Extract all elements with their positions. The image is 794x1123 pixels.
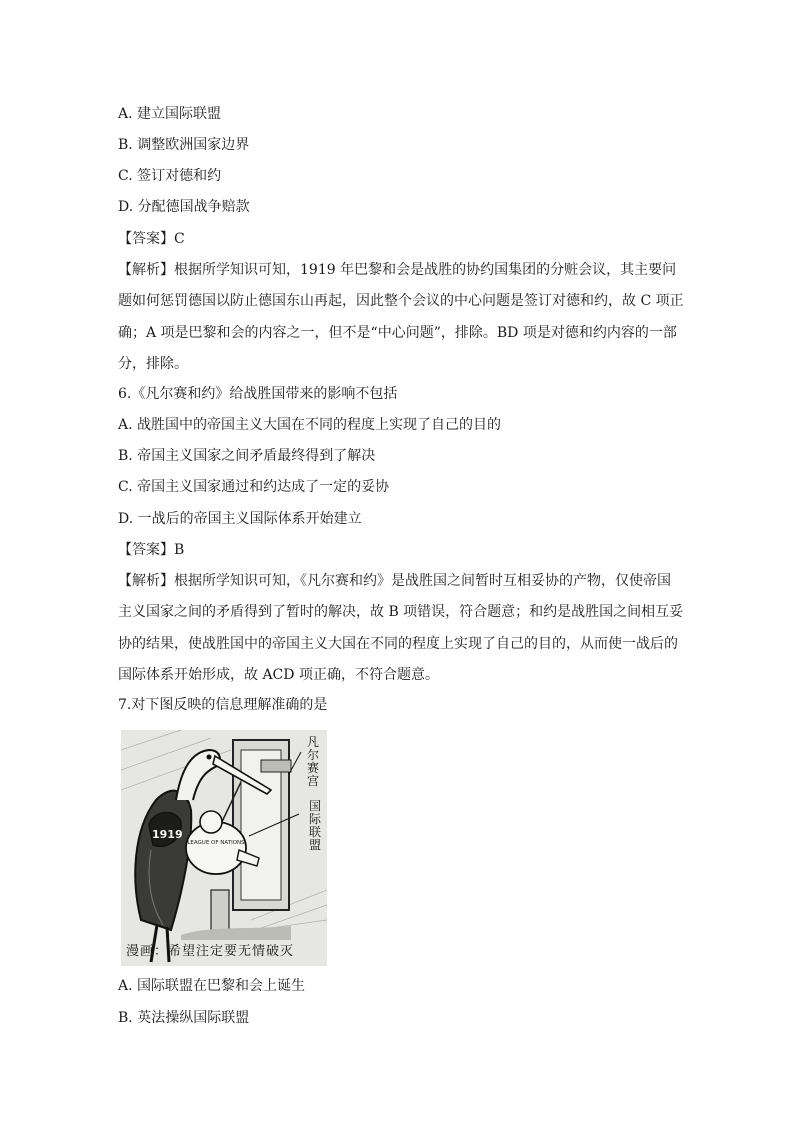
q5-analysis-line: 【解析】根据所学知识可知，1919 年巴黎和会是战胜的协约国集团的分赃会议，其主要问	[118, 262, 677, 278]
q6-option-d: D. 一战后的帝国主义国际体系开始建立	[118, 511, 362, 527]
q6-analysis-line: 主义国家之间的矛盾得到了暂时的解决，故 B 项错误，符合题意；和约是战胜国之间相互妥	[118, 604, 684, 621]
q6-analysis-line: 【解析】根据所学知识可知，《凡尔赛和约》是战胜国之间暂时互相妥协的产物，仅使帝国	[118, 573, 671, 589]
q6-analysis-line: 协的结果，使战胜国中的帝国主义大国在不同的程度上实现了自己的目的，从而使一战后的	[118, 635, 678, 652]
baby-text	[187, 840, 245, 846]
q6-stem: 6.《凡尔赛和约》给战胜国带来的影响不包括	[118, 386, 398, 402]
q7-stem: 7.对下图反映的信息理解准确的是	[118, 697, 328, 713]
q7-option-b: B. 英法操纵国际联盟	[118, 1010, 250, 1026]
q5-option-a: A. 建立国际联盟	[118, 106, 222, 122]
year-label: 1919	[152, 828, 183, 841]
q5-analysis	[118, 255, 684, 380]
q6-option-a: A. 战胜国中的帝国主义大国在不同的程度上实现了自己的目的	[118, 417, 502, 433]
label-versailles: 凡尔赛宫	[306, 735, 319, 788]
cartoon-figure	[121, 730, 327, 966]
q5-analysis-line: 题如何惩罚德国以防止德国东山再起，因此整个会议的中心问题是签订对德和约，故 C 项正	[118, 293, 684, 310]
q5-option-b: B. 调整欧洲国家边界	[118, 137, 250, 153]
q5-option-d: D. 分配德国战争赔款	[118, 199, 250, 215]
q6-analysis-line: 国际体系开始形成，故 ACD 项正确，不符合题意。	[118, 666, 439, 683]
q5-analysis-line: 分，排除。	[118, 355, 188, 372]
q6-option-b: B. 帝国主义国家之间矛盾最终得到了解决	[118, 448, 376, 464]
q6-analysis	[118, 566, 684, 691]
label-league-of-nations: 国际联盟	[308, 799, 321, 852]
baby-text-content: LEAGUE OF NATIONS	[187, 840, 245, 846]
q5-analysis-line: 确；A 项是巴黎和会的内容之一，但不是“中心问题”，排除。BD 项是对德和约内容的一部	[118, 324, 677, 341]
q6-answer: 【答案】B	[118, 542, 185, 558]
q5-answer: 【答案】C	[118, 231, 185, 247]
q7-option-a: A. 国际联盟在巴黎和会上诞生	[118, 978, 306, 994]
q5-option-c: C. 签订对德和约	[118, 168, 222, 184]
q6-option-c: C. 帝国主义国家通过和约达成了一定的妥协	[118, 479, 390, 495]
cartoon-caption: 漫画：希望注定要无情破灭	[126, 944, 295, 959]
cartoon-illustration	[121, 730, 327, 966]
